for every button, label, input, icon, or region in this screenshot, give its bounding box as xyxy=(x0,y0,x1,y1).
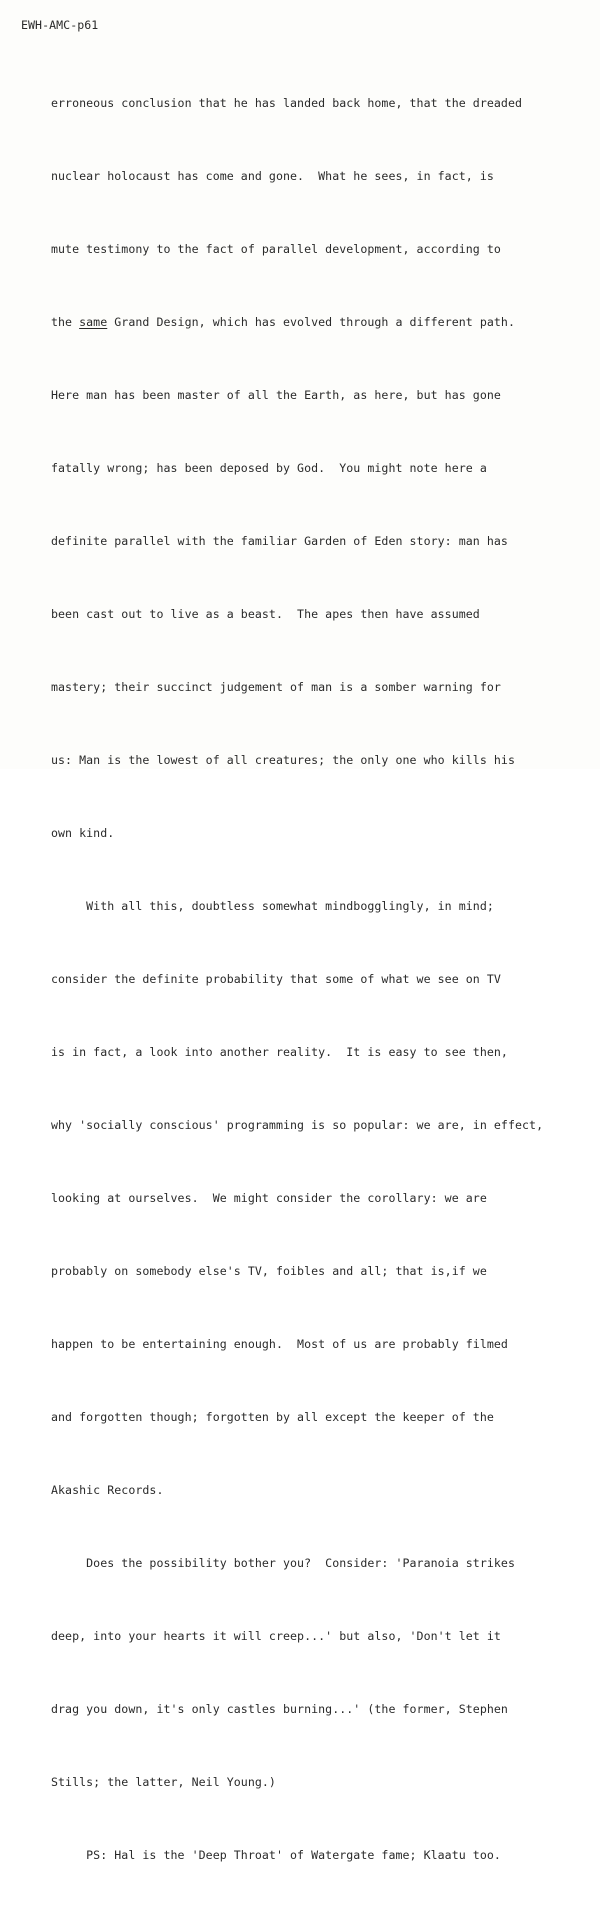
text-line-with-emphasis xyxy=(51,310,543,334)
text-line: consider the definite probability that some of what we see on TV xyxy=(51,972,501,987)
text-line: probably on somebody else's TV, foibles and all; that is,if we xyxy=(51,1264,487,1279)
text-line: erroneous conclusion that he has landed back home, that the dreaded xyxy=(51,95,523,110)
text-line: With all this, doubtless somewhat mindbogglingly, in mind; xyxy=(51,899,494,914)
text-line: nuclear holocaust has come and gone. What he sees, in fact, is xyxy=(51,168,494,183)
text-fragment: the xyxy=(51,314,80,329)
text-line: is in fact, a look into another reality. It is easy to see then, xyxy=(51,1045,508,1060)
text-line: Here man has been master of all the Earth, as here, but has gone xyxy=(51,387,501,402)
text-line: fatally wrong; has been deposed by God. You might note here a xyxy=(51,460,487,475)
text-line: been cast out to live as a beast. The apes then have assumed xyxy=(51,606,480,621)
text-line: looking at ourselves. We might consider the corollary: we are xyxy=(51,1191,487,1206)
text-line: Stills; the latter, Neil Young.) xyxy=(51,1775,276,1790)
text-line: us: Man is the lowest of all creatures; the only one who kills his xyxy=(51,752,515,767)
text-line: own kind. xyxy=(51,826,115,840)
text-line: why 'socially conscious' programming is so popular: we are, in effect, xyxy=(51,1118,544,1133)
underlined-word: same xyxy=(79,314,108,329)
page-identifier: EWH-AMC-p61 xyxy=(21,18,99,32)
text-line: happen to be entertaining enough. Most of us are probably filmed xyxy=(51,1337,508,1352)
page-body-text xyxy=(51,42,543,1916)
text-fragment: Grand Design, which has evolved through a different path. xyxy=(107,314,515,329)
text-line: Akashic Records. xyxy=(51,1483,164,1498)
text-line: definite parallel with the familiar Garden of Eden story: man has xyxy=(51,533,508,548)
text-line: and forgotten though; forgotten by all except the keeper of the xyxy=(51,1410,494,1425)
text-line: deep, into your hearts it will creep...' but also, 'Don't let it xyxy=(51,1629,501,1644)
text-line: Does the possibility bother you? Consider: 'Paranoia strikes xyxy=(51,1556,515,1571)
text-line: PS: Hal is the 'Deep Throat' of Watergate fame; Klaatu too. xyxy=(51,1848,501,1863)
text-line: drag you down, it's only castles burning...' (the former, Stephen xyxy=(51,1702,508,1717)
text-line: mute testimony to the fact of parallel development, according to xyxy=(51,241,501,256)
text-line: mastery; their succinct judgement of man is a somber warning for xyxy=(51,679,501,694)
